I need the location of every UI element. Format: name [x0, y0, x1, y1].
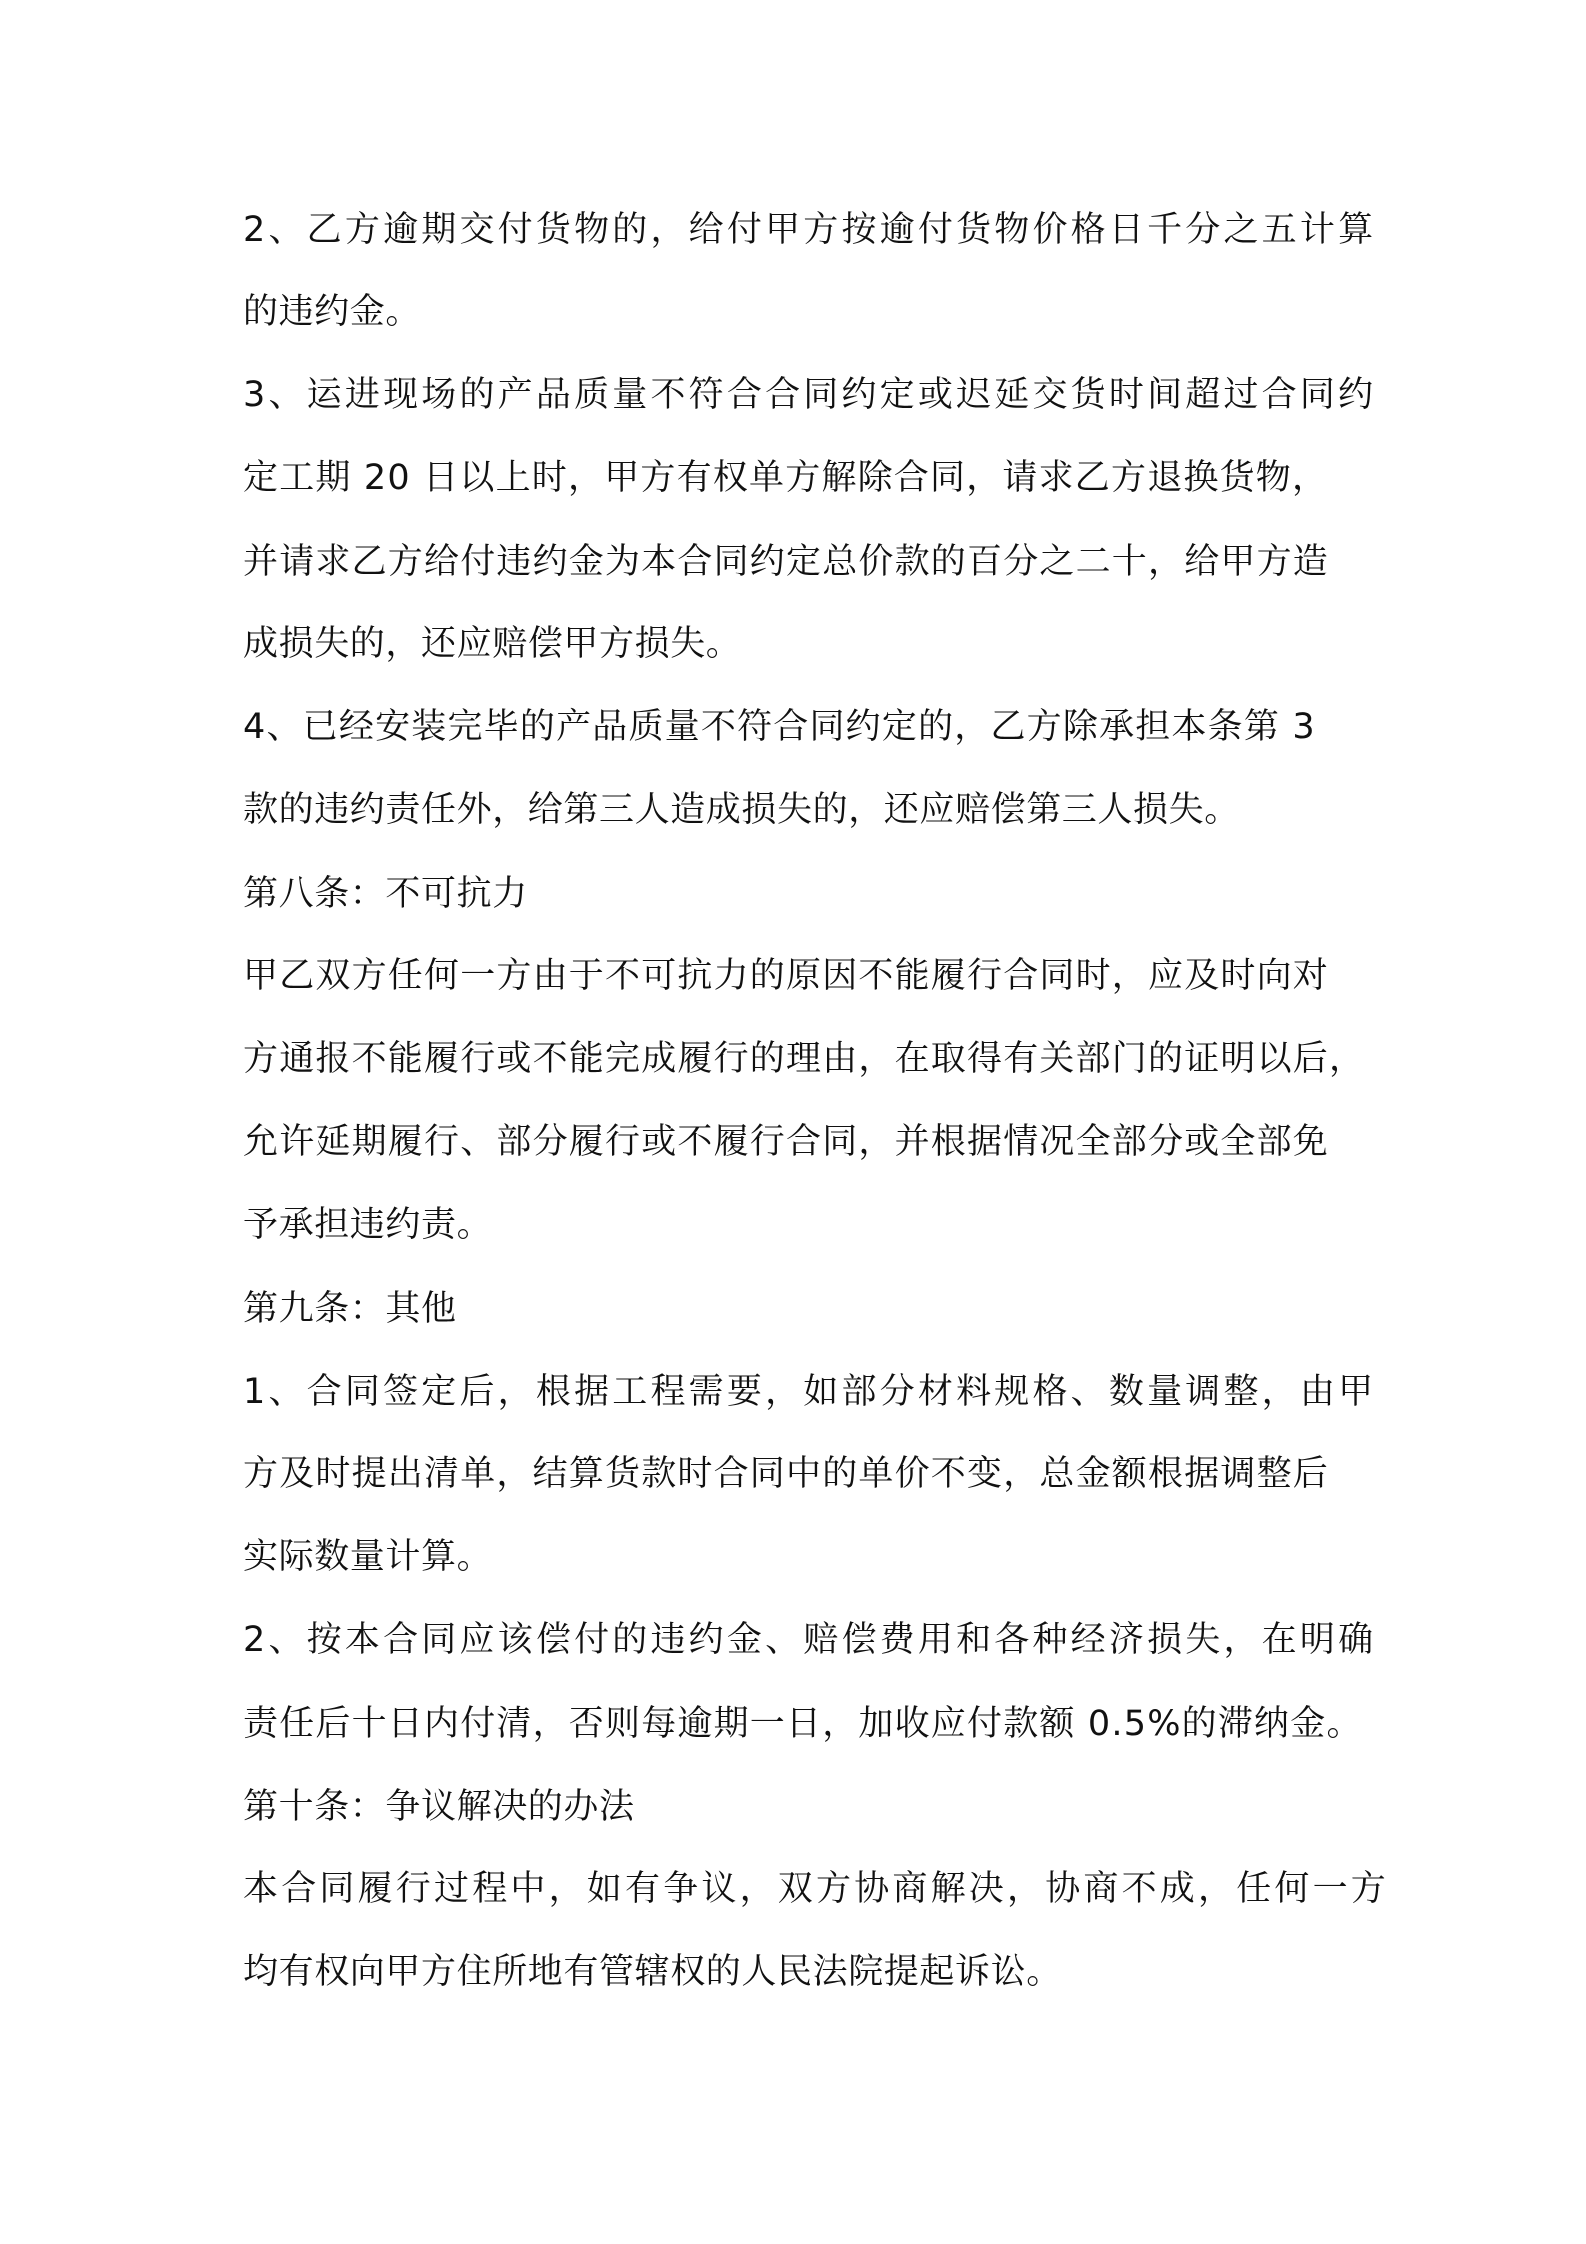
text-line: 实际数量计算。 — [243, 1537, 493, 1577]
text-line: 并请求乙方给付违约金为本合同约定总价款的百分之二十，给甲方造 — [243, 542, 1330, 582]
text-line: 方通报不能履行或不能完成履行的理由，在取得有关部门的证明以后， — [243, 1039, 1366, 1079]
text-line: 成损失的，还应赔偿甲方损失。 — [243, 624, 742, 664]
text-line: 3、运进现场的产品质量不符合合同约定或迟延交货时间超过合同约 — [243, 375, 1377, 415]
text-line: 4、已经安装完毕的产品质量不符合同约定的，乙方除承担本条第 3 — [243, 707, 1316, 747]
text-line: 1、合同签定后，根据工程需要，如部分材料规格、数量调整，由甲 — [243, 1372, 1377, 1412]
article-heading: 第九条：其他 — [243, 1289, 457, 1329]
text-line: 定工期 20 日以上时，甲方有权单方解除合同，请求乙方退换货物， — [243, 458, 1329, 498]
text-line: 甲乙双方任何一方由于不可抗力的原因不能履行合同时，应及时向对 — [243, 956, 1330, 996]
text-line: 2、乙方逾期交付货物的，给付甲方按逾付货物价格日千分之五计算 — [243, 210, 1377, 250]
text-line: 本合同履行过程中，如有争议，双方协商解决，协商不成，任何一方 — [243, 1869, 1390, 1909]
text-line: 款的违约责任外，给第三人造成损失的，还应赔偿第三人损失。 — [243, 790, 1240, 830]
text-line: 的违约金。 — [243, 292, 422, 332]
text-line: 2、按本合同应该偿付的违约金、赔偿费用和各种经济损失，在明确 — [243, 1620, 1377, 1660]
text-line: 责任后十日内付清，否则每逾期一日，加收应付款额 0.5%的滞纳金。 — [243, 1704, 1363, 1744]
text-line: 允许延期履行、部分履行或不履行合同，并根据情况全部分或全部免 — [243, 1122, 1330, 1162]
text-line: 予承担违约责。 — [243, 1205, 493, 1245]
article-heading: 第八条：不可抗力 — [243, 874, 528, 914]
text-line: 均有权向甲方住所地有管辖权的人民法院提起诉讼。 — [243, 1952, 1062, 1992]
article-heading: 第十条：争议解决的办法 — [243, 1787, 635, 1827]
text-line: 方及时提出清单，结算货款时合同中的单价不变，总金额根据调整后 — [243, 1454, 1330, 1494]
